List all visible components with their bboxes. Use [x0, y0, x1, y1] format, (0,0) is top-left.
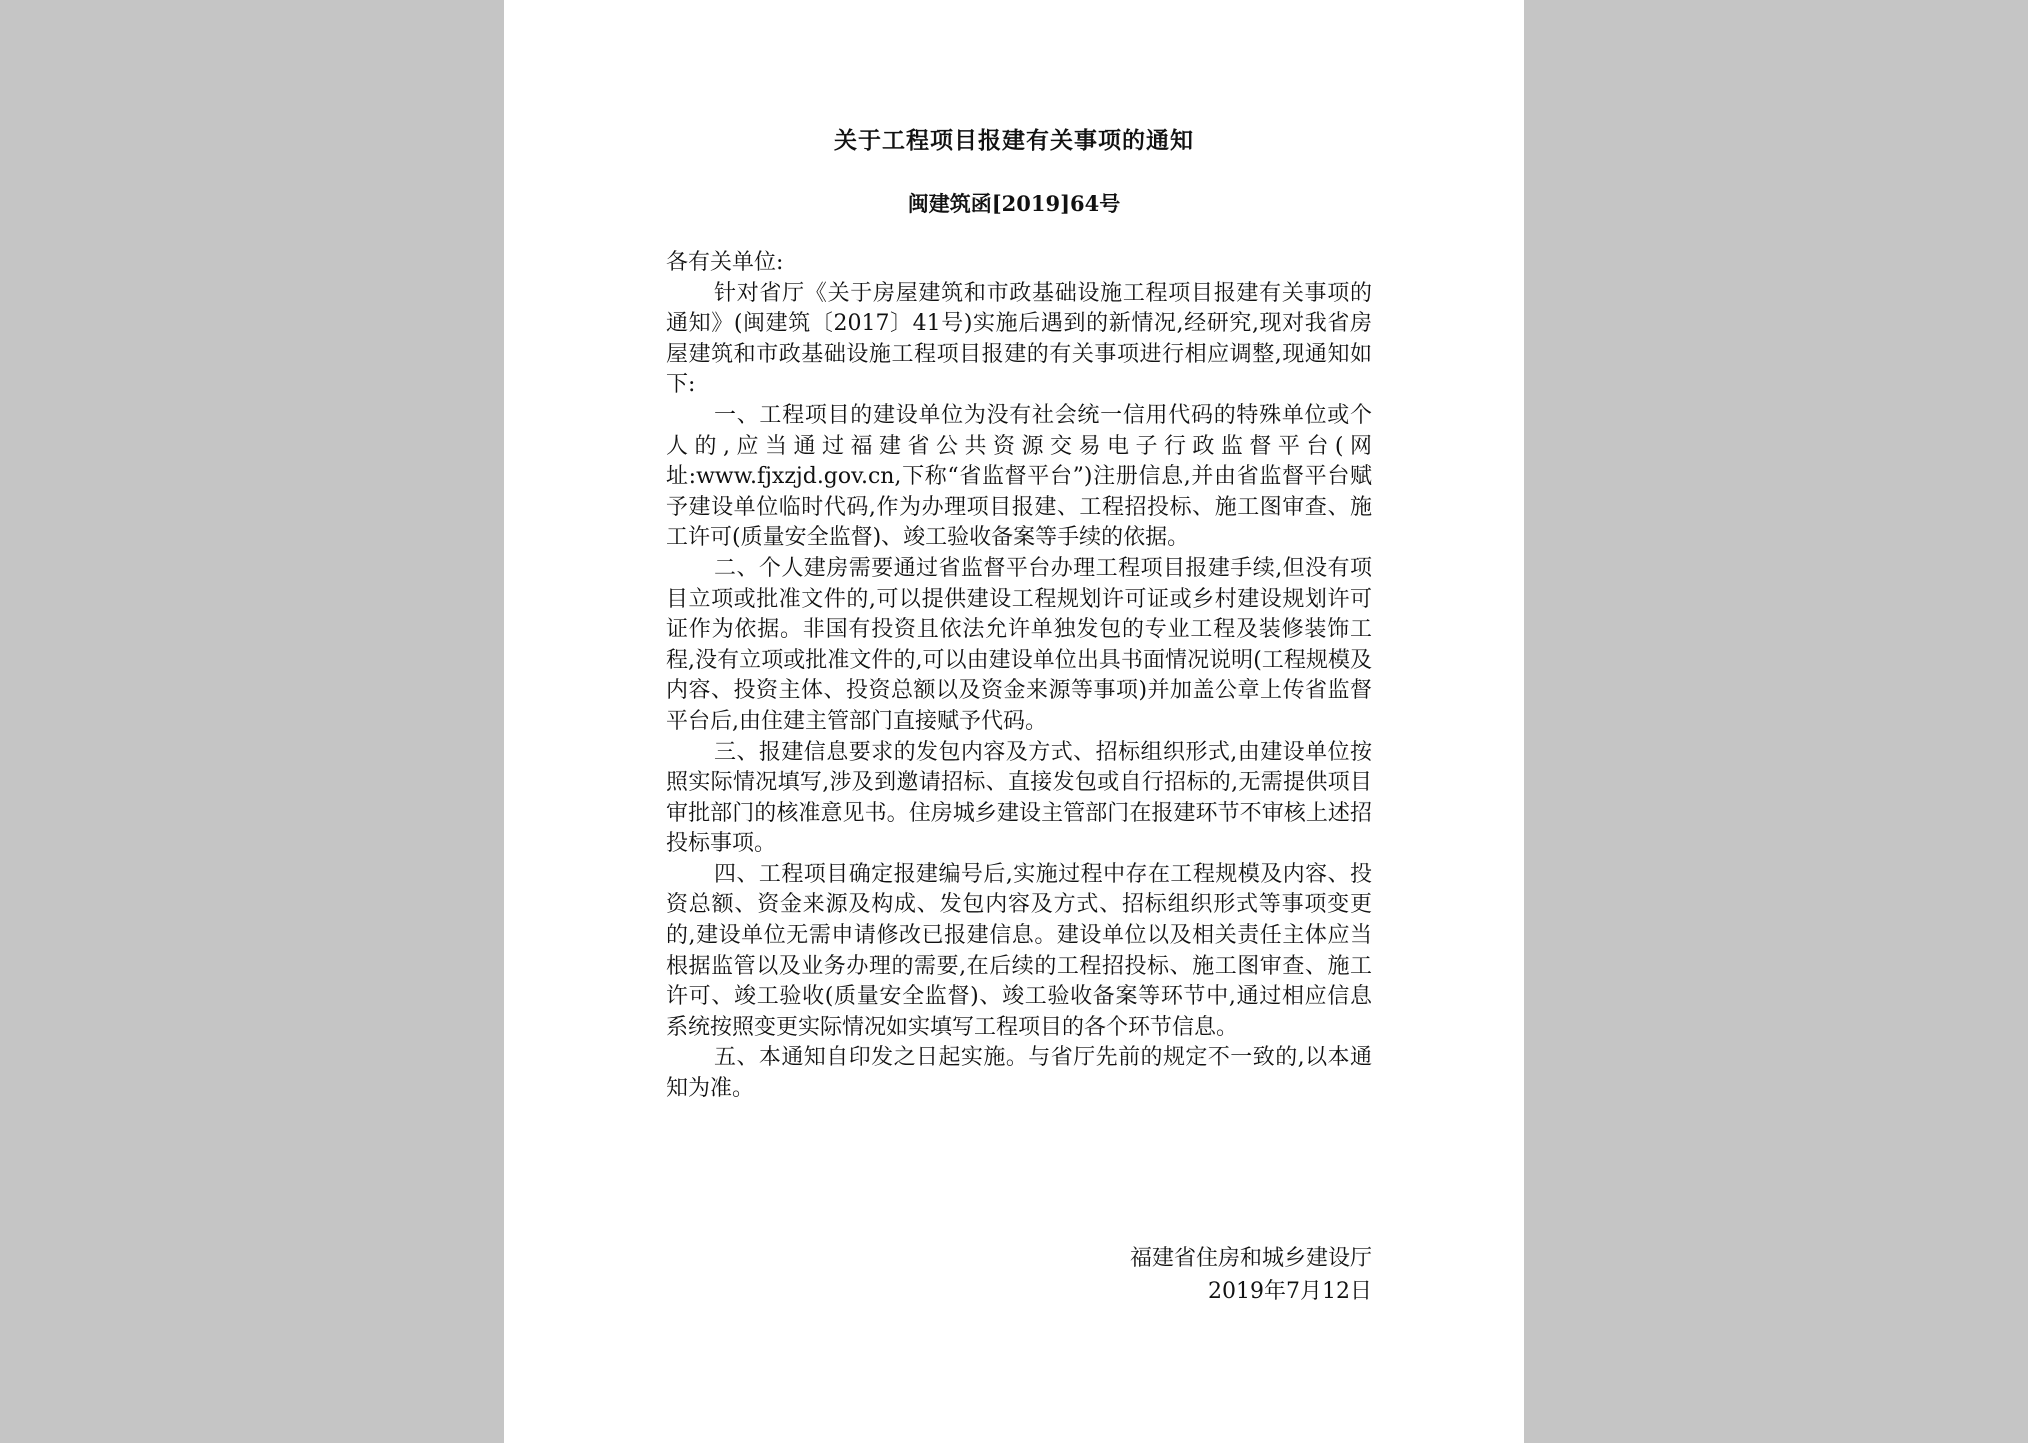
- document-number: 闽建筑函[2019]64号: [907, 191, 1121, 216]
- signature-date: 2019年7月12日: [1208, 1279, 1372, 1304]
- paragraph-item-1: 一、工程项目的建设单位为没有社会统一信用代码的特殊单位或个人的,应当通过福建省公共资源交易电子行政监督平台(网址:www.fjxzjd.gov.cn,下称“省监督平台”)注册信息,并由省监督平台赋予建设单位临时代码,作为办理项目报建、工程招投标、施工图审查、施工许可(质量安全监督)、竣工验收备案等手续的依据。: [666, 402, 1372, 551]
- salutation: 各有关单位:: [666, 250, 784, 275]
- signature-block: [666, 1242, 1372, 1308]
- paragraph-intro: 针对省厅《关于房屋建筑和市政基础设施工程项目报建有关事项的通知》(闽建筑〔2017〕41号)实施后遇到的新情况,经研究,现对我省房屋建筑和市政基础设施工程项目报建的有关事项进行相应调整,现通知如下:: [666, 280, 1372, 398]
- document-page: [504, 0, 1524, 1443]
- document-title: 关于工程项目报建有关事项的通知: [834, 127, 1194, 154]
- document-body: [666, 248, 1372, 1105]
- signature-organization: 福建省住房和城乡建设厅: [1129, 1246, 1372, 1271]
- paragraph-item-5: 五、本通知自印发之日起实施。与省厅先前的规定不一致的,以本通知为准。: [666, 1045, 1372, 1102]
- paragraph-item-3: 三、报建信息要求的发包内容及方式、招标组织形式,由建设单位按照实际情况填写,涉及到邀请招标、直接发包或自行招标的,无需提供项目审批部门的核准意见书。住房城乡建设主管部门在报建环节不审核上述招投标事项。: [666, 739, 1372, 857]
- paragraph-item-4: 四、工程项目确定报建编号后,实施过程中存在工程规模及内容、投资总额、资金来源及构成、发包内容及方式、招标组织形式等事项变更的,建设单位无需申请修改已报建信息。建设单位以及相关责任主体应当根据监管以及业务办理的需要,在后续的工程招投标、施工图审查、施工许可、竣工验收(质量安全监督)、竣工验收备案等环节中,通过相应信息系统按照变更实际情况如实填写工程项目的各个环节信息。: [666, 861, 1372, 1040]
- paragraph-item-2: 二、个人建房需要通过省监督平台办理工程项目报建手续,但没有项目立项或批准文件的,可以提供建设工程规划许可证或乡村建设规划许可证作为依据。非国有投资且依法允许单独发包的专业工程及装修装饰工程,没有立项或批准文件的,可以由建设单位出具书面情况说明(工程规模及内容、投资主体、投资总额以及资金来源等事项)并加盖公章上传省监督平台后,由住建主管部门直接赋予代码。: [666, 555, 1372, 734]
